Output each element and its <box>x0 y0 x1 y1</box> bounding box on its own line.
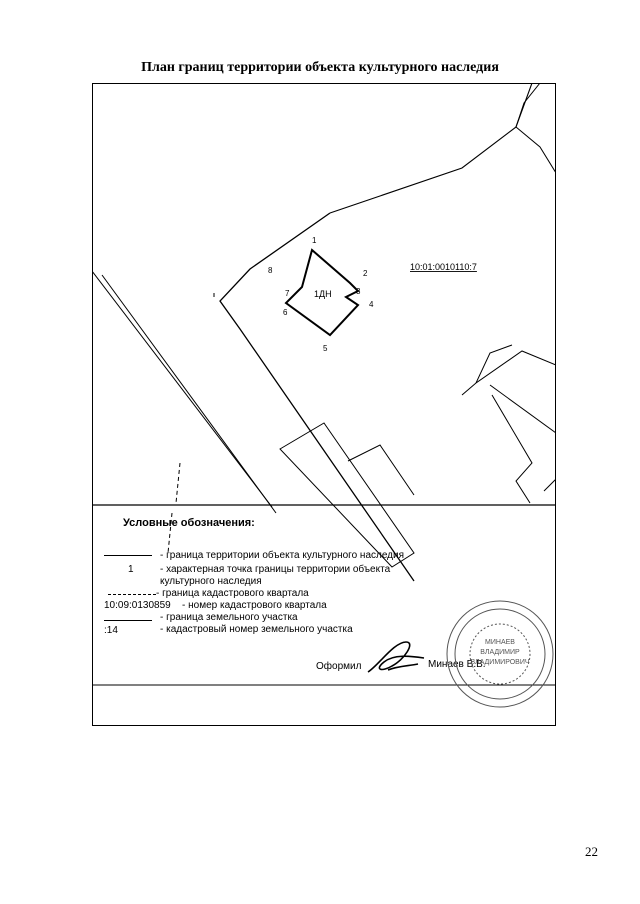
quarter-number-label: 10:01:0010110:7 <box>410 262 477 272</box>
signer-name: Минаев В.В. <box>428 659 486 670</box>
legend-item-quarter-boundary: - граница кадастрового квартала <box>156 588 309 599</box>
signature-label: Оформил <box>316 661 362 672</box>
point-label-8: 8 <box>268 266 273 275</box>
legend-symbol-point: 1 <box>128 564 134 575</box>
legend-item-parcel-number: - кадастровый номер земельного участка <box>160 624 353 635</box>
legend-symbol-heritage-boundary <box>104 555 152 556</box>
handwritten-signature <box>364 636 428 680</box>
point-label-2: 2 <box>363 269 368 278</box>
point-label-4: 4 <box>369 300 374 309</box>
legend-heading: Условные обозначения: <box>123 517 255 529</box>
point-label-5: 5 <box>323 344 328 353</box>
legend-symbol-parcel-boundary <box>104 620 152 621</box>
document-title: План границ территории объекта культурного наследия <box>141 60 499 75</box>
point-label-6: 6 <box>283 308 288 317</box>
legend-item-quarter-number: - номер кадастрового квартала <box>182 600 327 611</box>
heritage-object-label: 1ДН <box>314 289 332 299</box>
page-number: 22 <box>585 844 598 859</box>
legend-item-parcel-boundary: - граница земельного участка <box>160 612 298 623</box>
seal-line-2: ВЛАДИМИР <box>480 649 520 656</box>
legend-item-heritage-boundary: - граница территории объекта культурного наследия <box>160 550 405 561</box>
point-label-3: 3 <box>356 287 361 296</box>
legend-symbol-quarter-boundary <box>108 594 156 595</box>
point-label-7: 7 <box>285 289 290 298</box>
seal-line-3: ВЛАДИМИРОВИЧ <box>470 659 530 666</box>
official-seal <box>444 598 556 710</box>
seal-line-1: МИНАЕВ <box>485 639 515 646</box>
legend-item-point: - характерная точка границы территории объекта <box>160 564 391 575</box>
legend-symbol-quarter-number: 10:09:0130859 <box>104 600 171 611</box>
legend-item-point-cont: культурного наследия <box>160 576 262 587</box>
point-label-1: 1 <box>312 236 317 245</box>
legend-symbol-parcel-number: :14 <box>104 625 118 636</box>
